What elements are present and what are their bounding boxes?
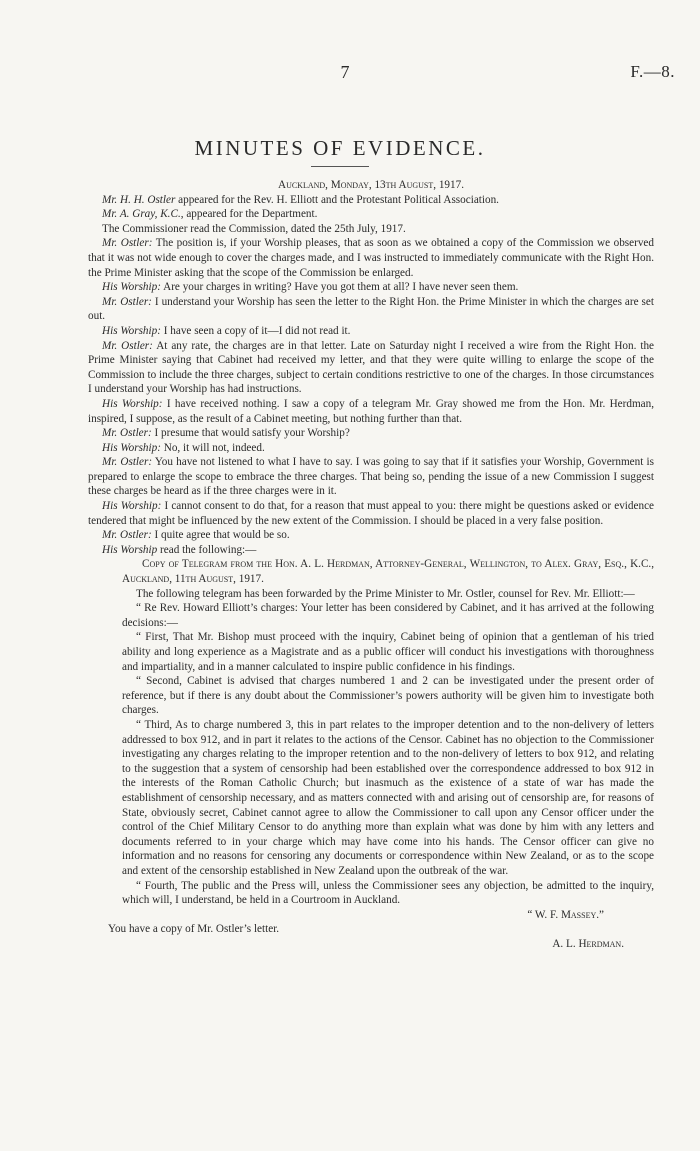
paragraph-text: read the following:— — [157, 543, 257, 556]
appearance-line — [88, 193, 654, 208]
speaker-name: His Worship: — [102, 324, 161, 337]
evidence-paragraph — [88, 280, 654, 295]
paragraph-text: You have not listened to what I have to say. I was going to say that if it satisfies your Worship, Government is prepared to enlarge the scope to embrace the three charges. That being so, pending the issue of a new Commission I suggest these charges be heard as if the three charges were in it. — [88, 456, 654, 498]
paragraph-text: I quite agree that would be so. — [151, 529, 290, 542]
speaker-name: Mr. Ostler: — [102, 456, 153, 469]
paragraph-text: I have seen a copy of it—I did not read it. — [160, 324, 351, 337]
speaker-name: His Worship: — [102, 500, 162, 513]
document-code: F.—8. — [630, 62, 675, 81]
appearance-line — [88, 207, 654, 222]
evidence-paragraph — [88, 499, 654, 528]
speaker-name: His Worship — [102, 543, 158, 556]
evidence-paragraph — [88, 295, 654, 324]
signatory: A. L. Herdman. — [552, 937, 624, 950]
paragraph-text: I have received nothing. I saw a copy of a telegram Mr. Gray showed me from the Hon. Mr. Herdman, inspired, I suppose, as the result of a Cabinet meeting, but nothing further than that. — [88, 397, 655, 425]
paragraph-text: The position is, if your Worship pleases, that as soon as we obtained a copy of the Commission we observed that it was not wide enough to cover the charges made, and I was instructed to immediately communicate with the Right Hon. the Prime Minister asking that the scope of the Commission be enlarged. — [88, 237, 654, 279]
speaker-name: His Worship: — [102, 441, 161, 454]
paragraph-text: I presume that would satisfy your Worship? — [151, 427, 350, 440]
paragraph-text: I cannot consent to do that, for a reason that must appeal to you: there might be questions asked or evidence tendered that might be influenced by the new extent of the Commission. I should be placed in a very false position. — [88, 500, 654, 527]
evidence-paragraph — [88, 455, 654, 499]
evidence-paragraph — [88, 397, 654, 426]
appearance-text: , appeared for the Department. — [180, 208, 318, 221]
speaker-name: Mr. Ostler: — [102, 529, 152, 542]
telegram-paragraph: “ First, That Mr. Bishop must proceed with the inquiry, Cabinet being of opinion that a gentleman of his tried ability and long experience as a Magistrate and as a public officer will conduct his investigations with thoroughness and impartiality, and in a manner calculated to inspire public confidence in his findings. — [122, 631, 654, 673]
telegram-paragraph: “ Re Rev. Howard Elliott’s charges: Your letter has been considered by Cabinet, and it has arrived at the following decisions:— — [122, 602, 654, 629]
telegram-signature: “ W. F. Massey.” — [527, 908, 604, 921]
evidence-paragraph — [88, 426, 654, 441]
evidence-paragraph — [88, 236, 654, 280]
telegram-paragraph: “ Second, Cabinet is advised that charges numbered 1 and 2 can be investigated under the present order of reference, but if there is any doubt about the Commissioner’s powers authority will be given him to investigate both charges. — [122, 675, 654, 717]
evidence-paragraph — [88, 222, 654, 237]
evidence-paragraph — [88, 543, 654, 558]
paragraph-text: At any rate, the charges are in that letter. Late on Saturday night I received a wire from the Right Hon. the Prime Minister saying that Cabinet had received my letter, and that they were quite willing to enlarge the scope of the Commission to include the three charges, subject to certain conditions restrictive to one of the charges. In those circumstances I understand your Worship has had instructions. — [88, 339, 654, 396]
counsel-name: Mr. A. Gray, K.C. — [102, 208, 181, 221]
page-number: 7 — [340, 62, 350, 82]
evidence-paragraph — [88, 324, 654, 339]
paragraph-text: The Commissioner read the Commission, dated the 25th July, 1917. — [102, 222, 406, 235]
telegram-paragraph: “ Fourth, The public and the Press will, unless the Commissioner sees any objection, be admitted to the inquiry, which will, I understand, be held in a Courtroom in Auckland. — [122, 879, 654, 907]
speaker-name: Mr. Ostler: — [102, 295, 152, 308]
paragraph-text: No, it will not, indeed. — [160, 441, 265, 454]
paragraph-text: I understand your Worship has seen the letter to the Right Hon. the Prime Minister in which the charges are set out. — [88, 295, 654, 323]
evidence-paragraph — [88, 339, 654, 397]
speaker-name: Mr. Ostler: — [102, 339, 153, 352]
telegram-paragraph: “ Third, As to charge numbered 3, this in part relates to the improper detention and to the non-delivery of letters addressed to box 912, and in part it relates to the actions of the Censor. Cabinet has no objection to the Commissioner investigating any charges relating to the improper retention and to the non-delivery of letters to box 912, and relating to the suggestion that a system of censorship had been established over the correspondence addressed to box 912 in the interests of the Roman Catholic Church; but inasmuch as the existence of a state of war has made the establishment of censorship necessary, and as matters connected with and arising out of censorship are, for reasons of State, obviously secret, Cabinet cannot agree to allow the Commissioner to call upon any Censor officer under the control of the Chief Military Censor to do anything more than explain what was done by him with any letters and documents referred to in your charge which may have come into his hands. The Censor officer can give no information and no reasons for censoring any documents or correspondence within New Zealand, or as to the scope and extent of the censorship established in New Zealand upon the outbreak of the war. — [122, 718, 654, 877]
paragraph-text: Are your charges in writing? Have you got them at all? I have never seen them. — [160, 281, 519, 294]
evidence-paragraph — [88, 441, 654, 456]
speaker-name: Mr. Ostler: — [102, 427, 152, 440]
speaker-name: Mr. Ostler: — [102, 237, 153, 250]
counsel-name: Mr. H. H. Ostler — [102, 193, 176, 206]
closing-line: You have a copy of Mr. Ostler’s letter. — [108, 923, 280, 936]
appearance-text: appeared for the Rev. H. Elliott and the Protestant Political Association. — [175, 193, 499, 206]
speaker-name: His Worship: — [102, 281, 161, 294]
telegram-paragraph: The following telegram has been forwarded by the Prime Minister to Mr. Ostler, counsel for Rev. Mr. Elliott:— — [136, 587, 635, 600]
document-body — [88, 178, 654, 951]
speaker-name: His Worship: — [102, 397, 163, 410]
telegram-heading: Copy of Telegram from the Hon. A. L. Herdman, Attorney-General, Wellington, to Alex. Gray, Esq., K.C., Auckland, 11th August, 1917. — [122, 558, 654, 586]
telegram-block — [88, 557, 654, 907]
page-title: MINUTES OF EVIDENCE. — [194, 136, 486, 160]
title-rule — [311, 166, 369, 167]
evidence-paragraph — [88, 528, 654, 543]
dateline: Auckland, Monday, 13th August, 1917. — [277, 179, 465, 191]
